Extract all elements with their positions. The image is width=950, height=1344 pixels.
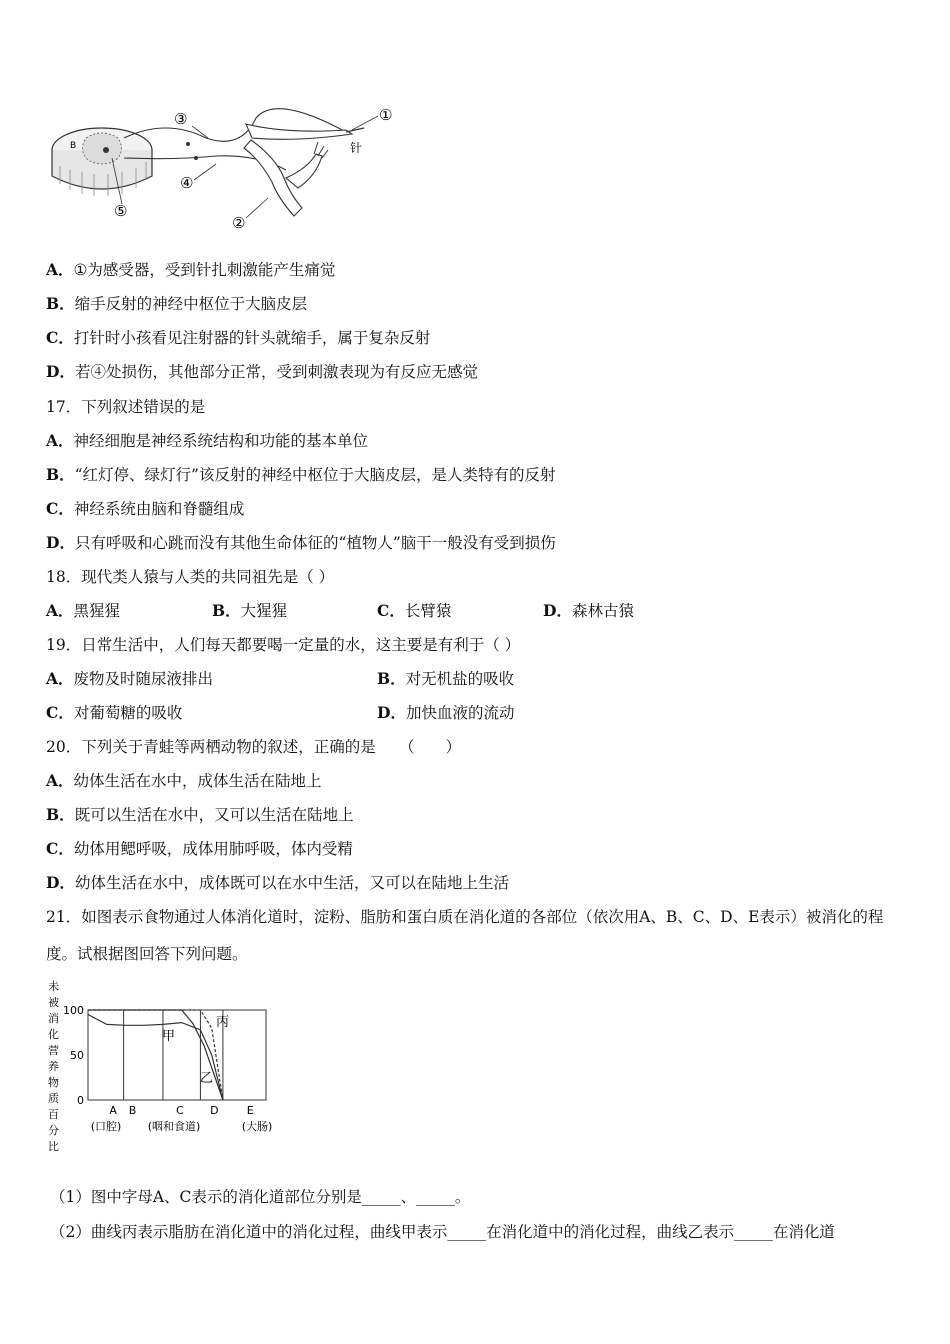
series-line-乙	[88, 1010, 223, 1100]
q18-option-d: D．森林古猿	[543, 601, 634, 620]
label-4: ④	[180, 174, 194, 192]
y-label-char: 消	[48, 1012, 59, 1025]
x-region-label: (大肠)	[241, 1120, 273, 1133]
y-label-char: 物	[48, 1076, 59, 1089]
q17-option-c: C．神经系统由脑和脊髓组成	[46, 499, 245, 518]
q19-stem: 19．日常生活中，人们每天都要喝一定量的水，这主要是有利于（ ）	[46, 636, 521, 654]
q17-option-a: A．神经细胞是神经系统结构和功能的基本单位	[46, 431, 369, 450]
y-tick-label: 100	[63, 1004, 84, 1017]
q20-option-b: B．既可以生活在水中，又可以生活在陆地上	[46, 805, 354, 824]
q20-option-d: D．幼体生活在水中，成体既可以在水中生活，又可以在陆地上生活	[46, 873, 509, 892]
q19-option-c: C．对葡萄糖的吸收	[46, 703, 183, 722]
y-label-char: 养	[48, 1060, 59, 1073]
x-region-label: (咽和食道)	[147, 1120, 201, 1133]
q16-option-d: D．若④处损伤，其他部分正常，受到刺激表现为有反应无感觉	[46, 362, 478, 381]
label-2: ②	[232, 214, 246, 232]
y-label-char: 营	[48, 1044, 59, 1057]
q18-option-c: C．长臂猿	[377, 601, 452, 620]
y-label-char: 分	[48, 1124, 59, 1137]
q18-option-b: B．大猩猩	[212, 601, 288, 620]
series-label: 丙	[216, 1015, 230, 1030]
hand	[286, 154, 322, 188]
q19-option-b: B．对无机盐的吸收	[377, 669, 515, 688]
y-label-char: 百	[48, 1108, 59, 1121]
q21-sub2: （2）曲线丙表示脂肪在消化道中的消化过程，曲线甲表示_____在消化道中的消化过程，曲线乙表示_____在消化道	[50, 1223, 835, 1241]
q16-option-c: C．打针时小孩看见注射器的针头就缩手，属于复杂反射	[46, 328, 431, 347]
x-category-label: E	[246, 1104, 254, 1117]
y-tick-label: 50	[70, 1049, 84, 1062]
q20-option-a: A．幼体生活在水中，成体生活在陆地上	[46, 771, 322, 790]
spinal-cord	[52, 128, 152, 196]
label-5: ⑤	[114, 202, 128, 220]
q21-sub1: （1）图中字母A、C表示的消化道部位分别是_____、_____。	[50, 1188, 471, 1206]
reflex-arc-figure	[46, 98, 416, 238]
q17-stem: 17．下列叙述错误的是	[46, 398, 206, 416]
y-axis-label	[48, 979, 59, 1153]
q21-stem-line2: 度。试根据图回答下列问题。	[46, 945, 248, 963]
q16-option-b: B．缩手反射的神经中枢位于大脑皮层	[46, 294, 308, 313]
series-label: 乙	[200, 1071, 214, 1086]
q18-stem: 18．现代类人猿与人类的共同祖先是（ ）	[46, 568, 335, 586]
q18-option-a: A．黑猩猩	[46, 601, 121, 620]
series-line-丙	[88, 1010, 223, 1100]
x-category-label: D	[210, 1104, 219, 1117]
q16-option-a: A．①为感受器，受到针扎刺激能产生痛觉	[46, 260, 336, 279]
x-region-label: (口腔)	[90, 1120, 122, 1133]
q17-option-b: B．“红灯停、绿灯行”该反射的神经中枢位于大脑皮层，是人类特有的反射	[46, 465, 556, 484]
digestion-chart	[40, 976, 290, 1162]
q20-option-c: C．幼体用鳃呼吸，成体用肺呼吸，体内受精	[46, 839, 353, 858]
y-label-char: 质	[48, 1092, 59, 1105]
q17-option-d: D．只有呼吸和心跳而没有其他生命体征的“植物人”脑干一般没有受到损伤	[46, 533, 556, 552]
q21-stem-line1: 21．如图表示食物通过人体消化道时，淀粉、脂肪和蛋白质在消化道的各部位（依次用A、B、C、D、E表示）被消化的程	[46, 908, 884, 926]
q20-stem: 20．下列关于青蛙等两栖动物的叙述，正确的是 （ ）	[46, 738, 461, 756]
y-label-char: 比	[48, 1140, 59, 1153]
label-3: ③	[174, 110, 188, 128]
x-category-label: A	[109, 1104, 117, 1117]
y-label-char: 未	[48, 980, 59, 993]
series-line-甲	[88, 1015, 223, 1101]
region-b-label: B	[70, 141, 77, 151]
q19-option-d: D．加快血液的流动	[377, 703, 515, 722]
y-label-char: 化	[48, 1028, 59, 1041]
x-category-label: B	[128, 1104, 137, 1117]
q19-option-a: A．废物及时随尿液排出	[46, 669, 214, 688]
needle-label: 针	[350, 141, 363, 155]
label-1: ①	[379, 106, 393, 124]
series-label: 甲	[162, 1029, 176, 1044]
y-label-char: 被	[48, 996, 59, 1009]
x-category-label: C	[175, 1104, 184, 1117]
y-tick-label: 0	[77, 1094, 84, 1107]
